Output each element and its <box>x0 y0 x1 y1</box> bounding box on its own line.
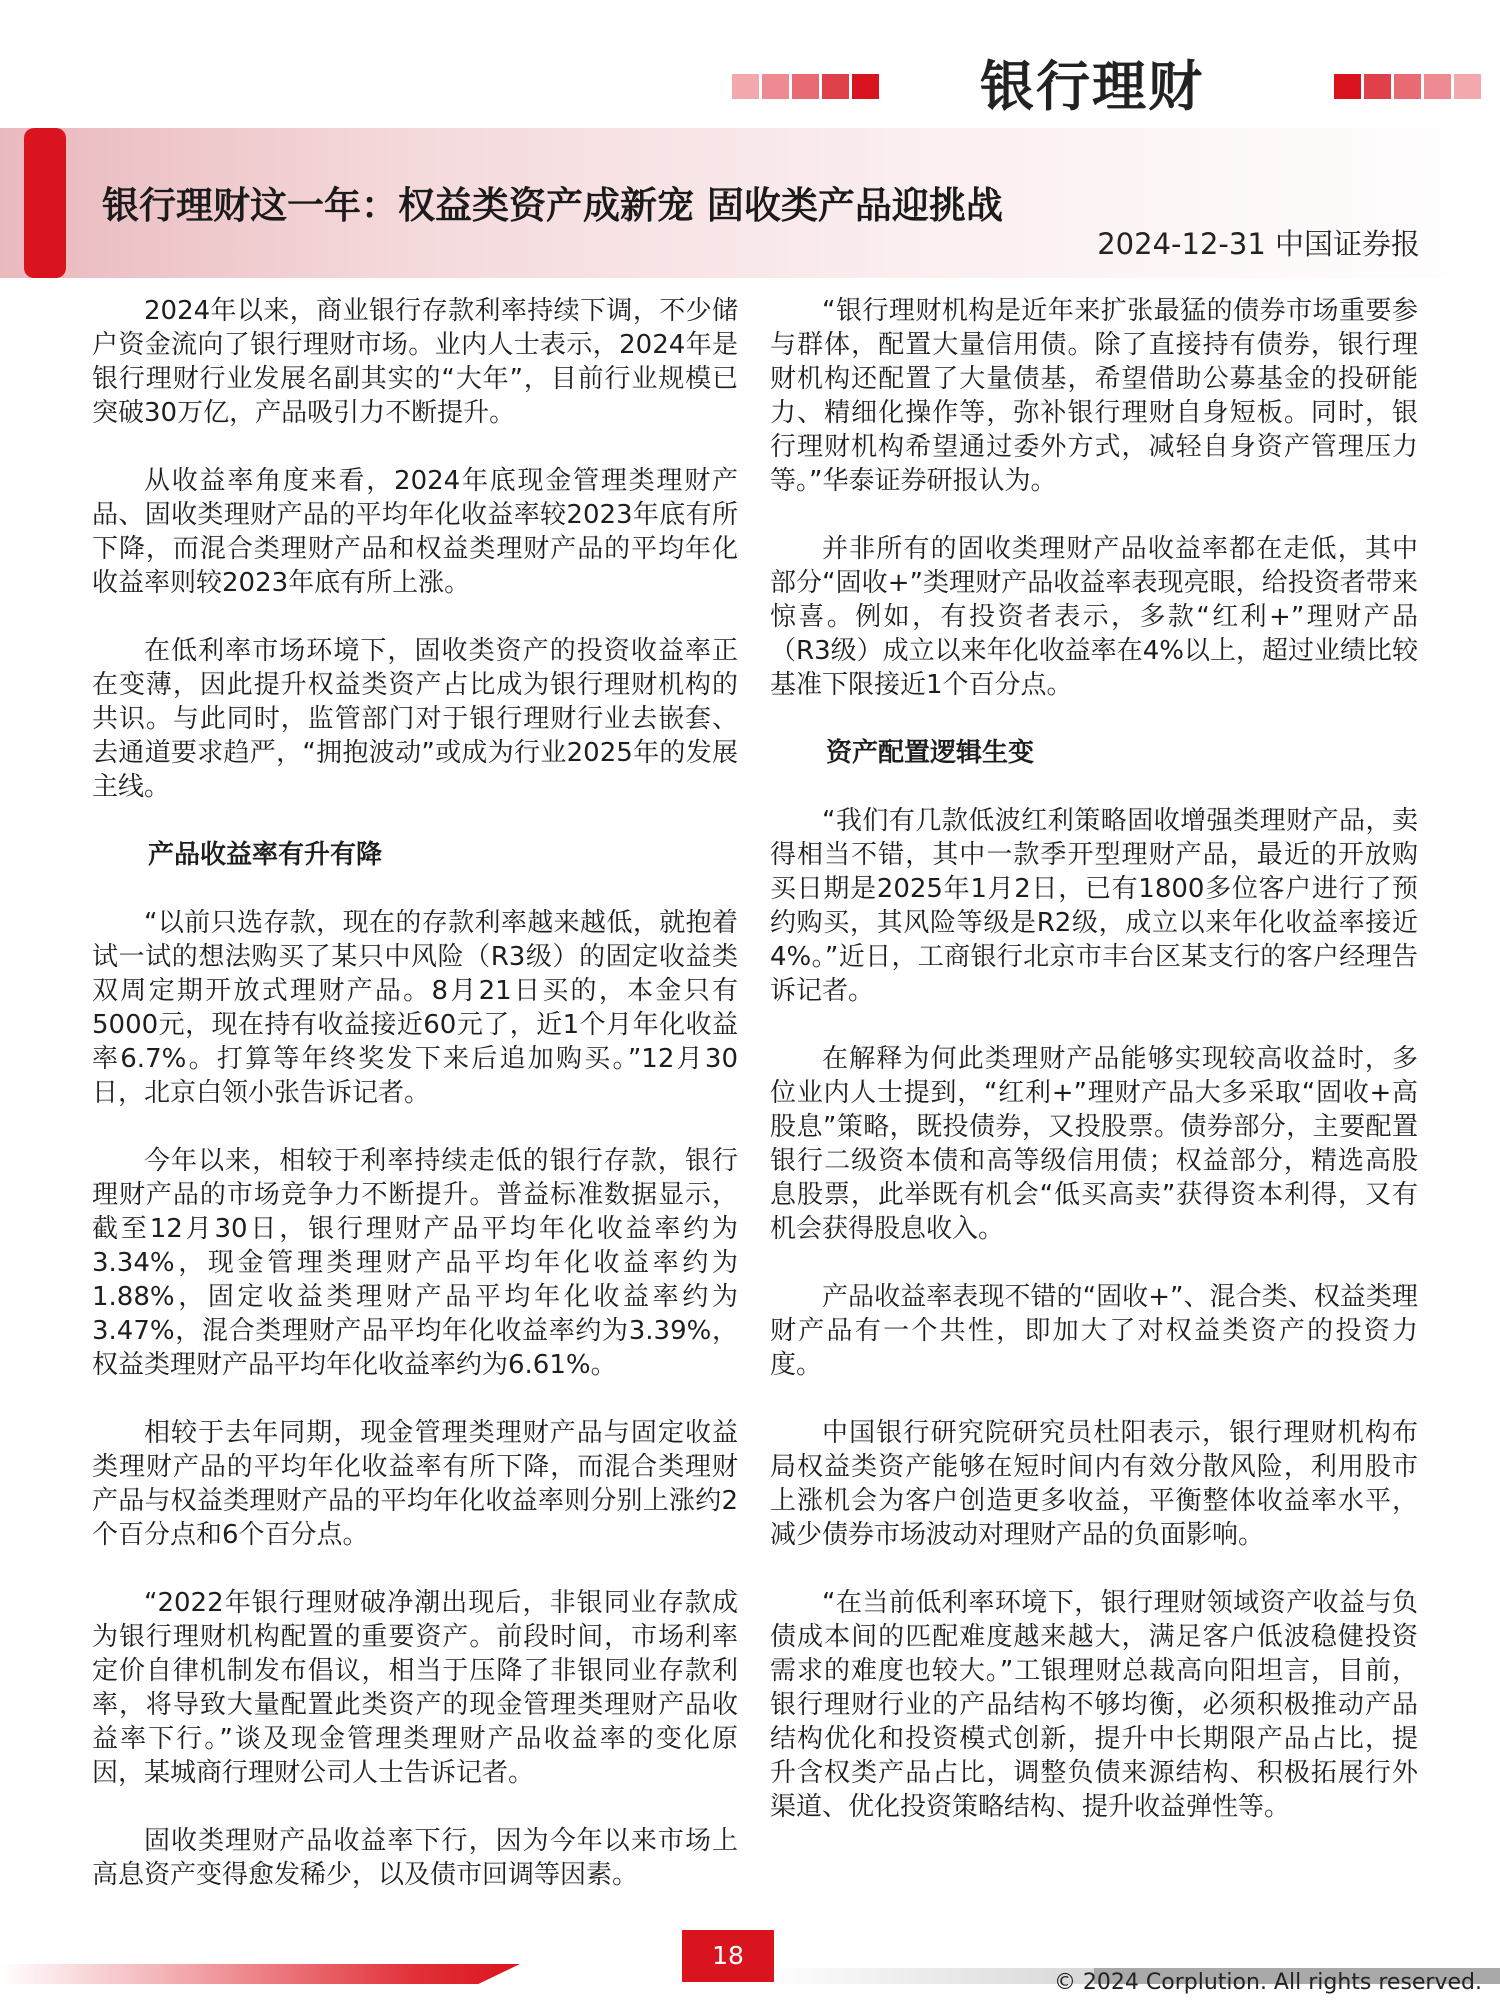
article-paragraph: 中国银行研究院研究员杜阳表示，银行理财机构布局权益类资产能够在短时间内有效分散风险，利用股市上涨机会为客户创造更多收益，平衡整体收益率水平，减少债券市场波动对理财产品的负面影响。 <box>770 1418 1418 1550</box>
header-deco-square <box>1364 74 1391 99</box>
header-deco-square <box>852 74 879 99</box>
article-paragraph: 在低利率市场环境下，固收类资产的投资收益率正在变薄，因此提升权益类资产占比成为银行理财机构的共识。与此同时，监管部门对于银行理财行业去嵌套、去通道要求趋严，“拥抱波动”或成为行业2025年的发展主线。 <box>92 636 738 802</box>
page-number: 18 <box>682 1930 774 1982</box>
article-paragraph: 2024年以来，商业银行存款利率持续下调，不少储户资金流向了银行理财市场。业内人士表示，2024年是银行理财行业发展名副其实的“大年”，目前行业规模已突破30万亿，产品吸引力不断提升。 <box>92 296 738 428</box>
header-deco-square <box>822 74 849 99</box>
article-paragraph: 固收类理财产品收益率下行，因为今年以来市场上高息资产变得愈发稀少，以及债市回调等因素。 <box>92 1826 738 1890</box>
article-paragraph: 相较于去年同期，现金管理类理财产品与固定收益类理财产品的平均年化收益率有所下降，而混合类理财产品与权益类理财产品的平均年化收益率则分别上涨约2个百分点和6个百分点。 <box>92 1418 738 1550</box>
header-deco-square <box>1334 74 1361 99</box>
article-paragraph: 从收益率角度来看，2024年底现金管理类理财产品、固收类理财产品的平均年化收益率较2023年底有所下降，而混合类理财产品和权益类理财产品的平均年化收益率则较2023年底有所上涨。 <box>92 466 738 598</box>
article-paragraph: 产品收益率表现不错的“固收+”、混合类、权益类理财产品有一个共性，即加大了对权益类资产的投资力度。 <box>770 1282 1418 1380</box>
header-deco-square <box>1424 74 1451 99</box>
header-deco-square <box>732 74 759 99</box>
banner-accent-bar <box>24 128 66 278</box>
header-deco-square <box>1394 74 1421 99</box>
section-heading: 产品收益率有升有降 <box>148 840 383 870</box>
article-paragraph: 并非所有的固收类理财产品收益率都在走低，其中部分“固收+”类理财产品收益率表现亮眼，给投资者带来惊喜。例如，有投资者表示，多款“红利+”理财产品（R3级）成立以来年化收益率在4%以上，超过业绩比较基准下限接近1个百分点。 <box>770 534 1418 700</box>
left-column <box>92 294 738 1926</box>
article-paragraph: “我们有几款低波红利策略固收增强类理财产品，卖得相当不错，其中一款季开型理财产品，最近的开放购买日期是2025年1月2日，已有1800多位客户进行了预约购买，其风险等级是R2级，成立以来年化收益率接近4%。”近日，工商银行北京市丰台区某支行的客户经理告诉记者。 <box>770 806 1418 1006</box>
section-title: 银行理财 <box>980 55 1204 118</box>
article-paragraph: 今年以来，相较于利率持续走低的银行存款，银行理财产品的市场竞争力不断提升。普益标准数据显示，截至12月30日，银行理财产品平均年化收益率约为3.34%，现金管理类理财产品平均年化收益率约为1.88%，固定收益类理财产品平均年化收益率约为3.47%，混合类理财产品平均年化收益率约为3.39%，权益类理财产品平均年化收益率约为6.61%。 <box>92 1146 738 1380</box>
header-deco-square <box>1454 74 1481 99</box>
right-column <box>770 294 1418 1858</box>
article-paragraph: “以前只选存款，现在的存款利率越来越低，就抱着试一试的想法购买了某只中风险（R3级）的固定收益类双周定期开放式理财产品。8月21日买的，本金只有5000元，现在持有收益接近60元了，近1个月年化收益率6.7%。打算等年终奖发下来后追加购买。”12月30日，北京白领小张告诉记者。 <box>92 908 738 1108</box>
header-deco-square <box>762 74 789 99</box>
article-paragraph: 在解释为何此类理财产品能够实现较高收益时，多位业内人士提到，“红利+”理财产品大多采取“固收+高股息”策略，既投债券，又投股票。债券部分，主要配置银行二级资本债和高等级信用债；权益部分，精选高股息股票，此举既有机会“低买高卖”获得资本利得，又有机会获得股息收入。 <box>770 1044 1418 1244</box>
article-dateline: 2024-12-31 中国证券报 <box>1097 227 1420 261</box>
header-deco-square <box>792 74 819 99</box>
section-heading: 资产配置逻辑生变 <box>826 738 1035 768</box>
article-paragraph: “在当前低利率环境下，银行理财领域资产收益与负债成本间的匹配难度越来越大，满足客户低波稳健投资需求的难度也较大。”工银理财总裁高向阳坦言，目前，银行理财行业的产品结构不够均衡，必须积极推动产品结构优化和投资模式创新，提升中长期限产品占比，提升含权类产品占比，调整负债来源结构、积极拓展行外渠道、优化投资策略结构、提升收益弹性等。 <box>770 1588 1418 1822</box>
article-paragraph: “银行理财机构是近年来扩张最猛的债券市场重要参与群体，配置大量信用债。除了直接持有债券，银行理财机构还配置了大量债基，希望借助公募基金的投研能力、精细化操作等，弥补银行理财自身短板。同时，银行理财机构希望通过委外方式，减轻自身资产管理压力等。”华泰证券研报认为。 <box>770 296 1418 496</box>
copyright-notice: © 2024 Corplution. All rights reserved. <box>1053 1970 1482 1995</box>
article-headline: 银行理财这一年：权益类资产成新宠 固收类产品迎挑战 <box>102 184 1003 227</box>
footer-red-stripe <box>0 1964 520 1984</box>
article-paragraph: “2022年银行理财破净潮出现后，非银同业存款成为银行理财机构配置的重要资产。前段时间，市场利率定价自律机制发布倡议，相当于压降了非银同业存款利率，将导致大量配置此类资产的现金管理类理财产品收益率下行。”谈及现金管理类理财产品收益率的变化原因，某城商行理财公司人士告诉记者。 <box>92 1588 738 1788</box>
